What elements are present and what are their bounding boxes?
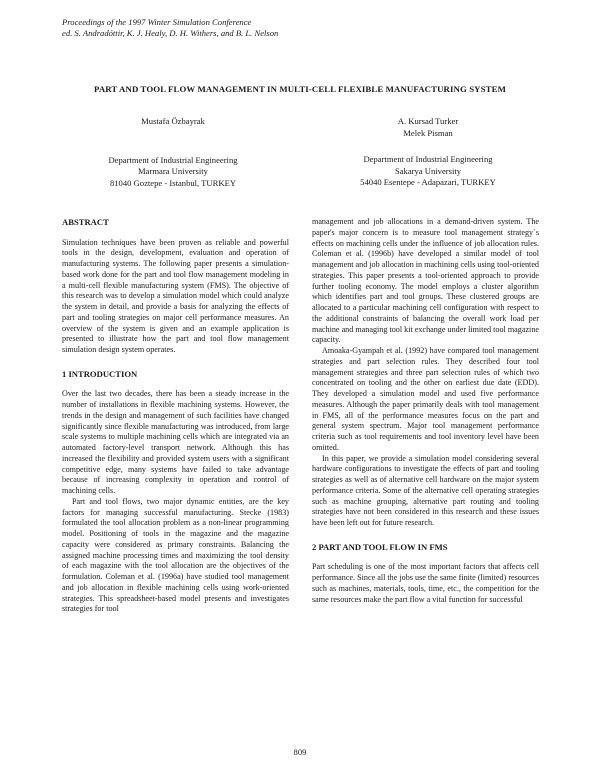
abstract-heading: ABSTRACT [62,217,109,227]
conference-header [62,17,278,39]
paragraph: In this paper, we provide a simulation model considering several hardware configurations to investigate the effects of part and tooling strategies as well as of alternative cell hardware on the major system performance criteria. Some of the alternative cell operating strategies such as machine grouping, alternative part routing and tooling strategies have not been considered in this research and these issues have been left out for future research. [312,453,539,527]
paper-title: PART AND TOOL FLOW MANAGEMENT IN MULTI-CELL FLEXIBLE MANUFACTURING SYSTEM [94,84,506,94]
paragraph: Amoaka-Gyampah et al. (1992) have compared tool management strategies and part selection rules. They described four tool management strategies and three part selection rules of which two concentrated on tooling and the other on earliest due date (EDD). They developed a simulation model and used five performance measures. Although the paper primarily deals with tool management in FMS, all of the performance measures focus on the part and general system spectrum. Major tool management performance criteria such as tool requirements and tool inventory level have been omitted. [312,346,539,452]
university: Sakarya University [394,165,462,176]
author-block-left [53,116,293,189]
author-affiliation [53,155,293,190]
author-block-right [308,116,548,189]
address: 81040 Goztepe - Istanbul, TURKEY [109,177,237,188]
author-name: Melek Pisman [403,127,453,138]
introduction-heading: 1 INTRODUCTION [62,368,138,379]
conference-name: Proceedings of the 1997 Winter Simulation Conference [62,17,252,27]
university: Marmara University [138,166,208,176]
department: Department of Industrial Engineering [363,154,493,164]
address: 54040 Esentepe - Adapazari, TURKEY [360,177,496,187]
paragraph: Part scheduling is one of the most important factors that affects cell performance. Since all the jobs use the same finite (limited) resources such as machines, materials, tools, time, etc., the competition for the same resources make the part flow a vital function for successful [312,562,539,604]
abstract-text: Simulation techniques have been proven as reliable and powerful tools in the design, development, evaluation and operation of manufacturing systems. The following paper presents a simulation-based work done for the part and tool flow management modeling in a multi-cell flexible manufacturing system (FMS). The objective of this research was to develop a simulation model which could analyze the system in detail, and provide a basis for analyzing the effects of part and tooling strategies on major cell performance measures. An overview of the system is given and an example application is presented to illustrate how the part and tool flow management simulation design system operates. [62,237,289,354]
left-column [62,217,289,615]
paragraph: Over the last two decades, there has been a steady increase in the number of installations in flexible machining systems. However, the trends in the design and management of such facilities have changed significantly since flexible manufacturing was introduced, from large scale systems to multiple machining cells which are integrated via an automated factory-level transport network. Although this has increased the flexibility and provided system users with a significant competitive edge, many systems have failed to take advantage because of increasing complexity in operation and control of machining cells. [62,389,289,495]
author-name: A. Kursad Turker [397,116,459,126]
page-number: 809 [293,747,307,757]
author-affiliation [308,154,548,189]
right-column [312,217,539,605]
paragraph: Part and tool flows, two major dynamic entities, are the key factors for managing successful manufacturing. Stecke (1983) formulated the tool allocation problem as a non-linear programming model. Positioning of tools in the magazine and the magazine capacity were considered as primary constraints. Balancing the assigned machine processing times and maximizing the tool density of each magazine with the tool allocation are the objectives of the formulation. Coleman et al. (1996a) have studied tool management and job allocation in flexible machining cells using work-oriented strategies. This spreadsheet-based model presents and investigates strategies for tool [62,496,289,614]
paragraph: management and job allocations in a demand-driven system. The paper's major concern is to measure tool management strategy`s effects on machining cells under the influence of job allocation rules. Coleman et al. (1996b) have developed a similar model of tool management and job allocation in machining cells using tool-oriented strategies. This paper presents a tool-oriented approach to provide further tooling economy. The model employs a cluster algorithm which identifies part and tool groups. These clustered groups are allocated to a particular machining cell configuration with respect to the additional constraints of balancing the overall work load per machine and managing tool kit exchange under limited tool magazine capacity. [312,217,539,345]
section-heading: 2 PART AND TOOL FLOW IN FMS [312,541,448,552]
editors-line: ed. S. Andradóttir, K. J. Healy, D. H. Withers, and B. L. Nelson [62,28,279,38]
department: Department of Industrial Engineering [108,154,238,165]
author-name: Mustafa Özbayrak [141,116,205,126]
